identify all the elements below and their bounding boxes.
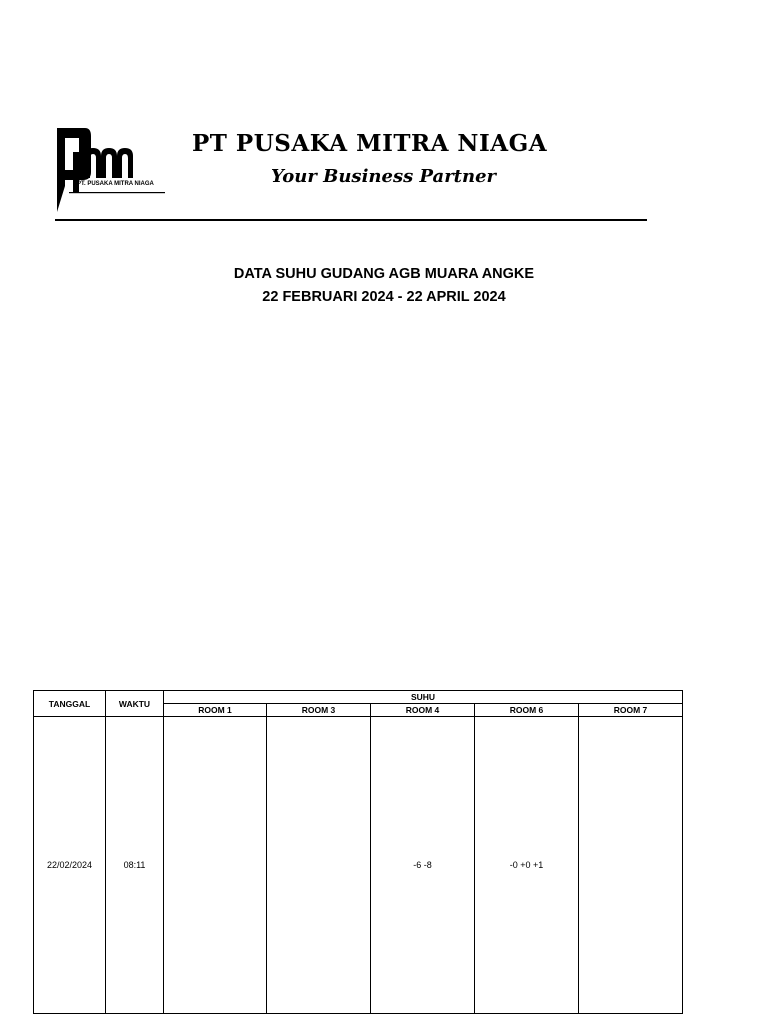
logo-caption: PT. PUSAKA MITRA NIAGA (77, 181, 154, 187)
document-title: DATA SUHU GUDANG AGB MUARA ANGKE (233, 266, 535, 282)
header-date: TANGGAL (34, 691, 106, 717)
header-room: ROOM 4 (371, 704, 475, 717)
cell-room-temp (164, 717, 267, 1014)
cell-room-temp: -6 -8 (371, 717, 475, 1014)
cell-date: 22/02/2024 (34, 717, 106, 1014)
header-temperature: SUHU (164, 691, 683, 704)
document-date-range: 22 FEBRUARI 2024 - 22 APRIL 2024 (262, 289, 506, 305)
temperature-table (33, 690, 683, 1014)
header-room: ROOM 3 (267, 704, 371, 717)
table-row (34, 717, 683, 1014)
cell-room-temp (579, 717, 683, 1014)
company-logo (55, 124, 170, 214)
letterhead (55, 122, 647, 226)
header-room: ROOM 1 (164, 704, 267, 717)
cell-room-temp: -0 +0 +1 (475, 717, 579, 1014)
letterhead-divider (55, 219, 647, 221)
cell-room-temp (267, 717, 371, 1014)
header-room: ROOM 6 (475, 704, 579, 717)
cell-time: 08:11 (106, 717, 164, 1014)
company-tagline: Your Business Partner (271, 166, 497, 187)
company-name: PT PUSAKA MITRA NIAGA (192, 130, 548, 157)
header-time: WAKTU (106, 691, 164, 717)
header-room: ROOM 7 (579, 704, 683, 717)
